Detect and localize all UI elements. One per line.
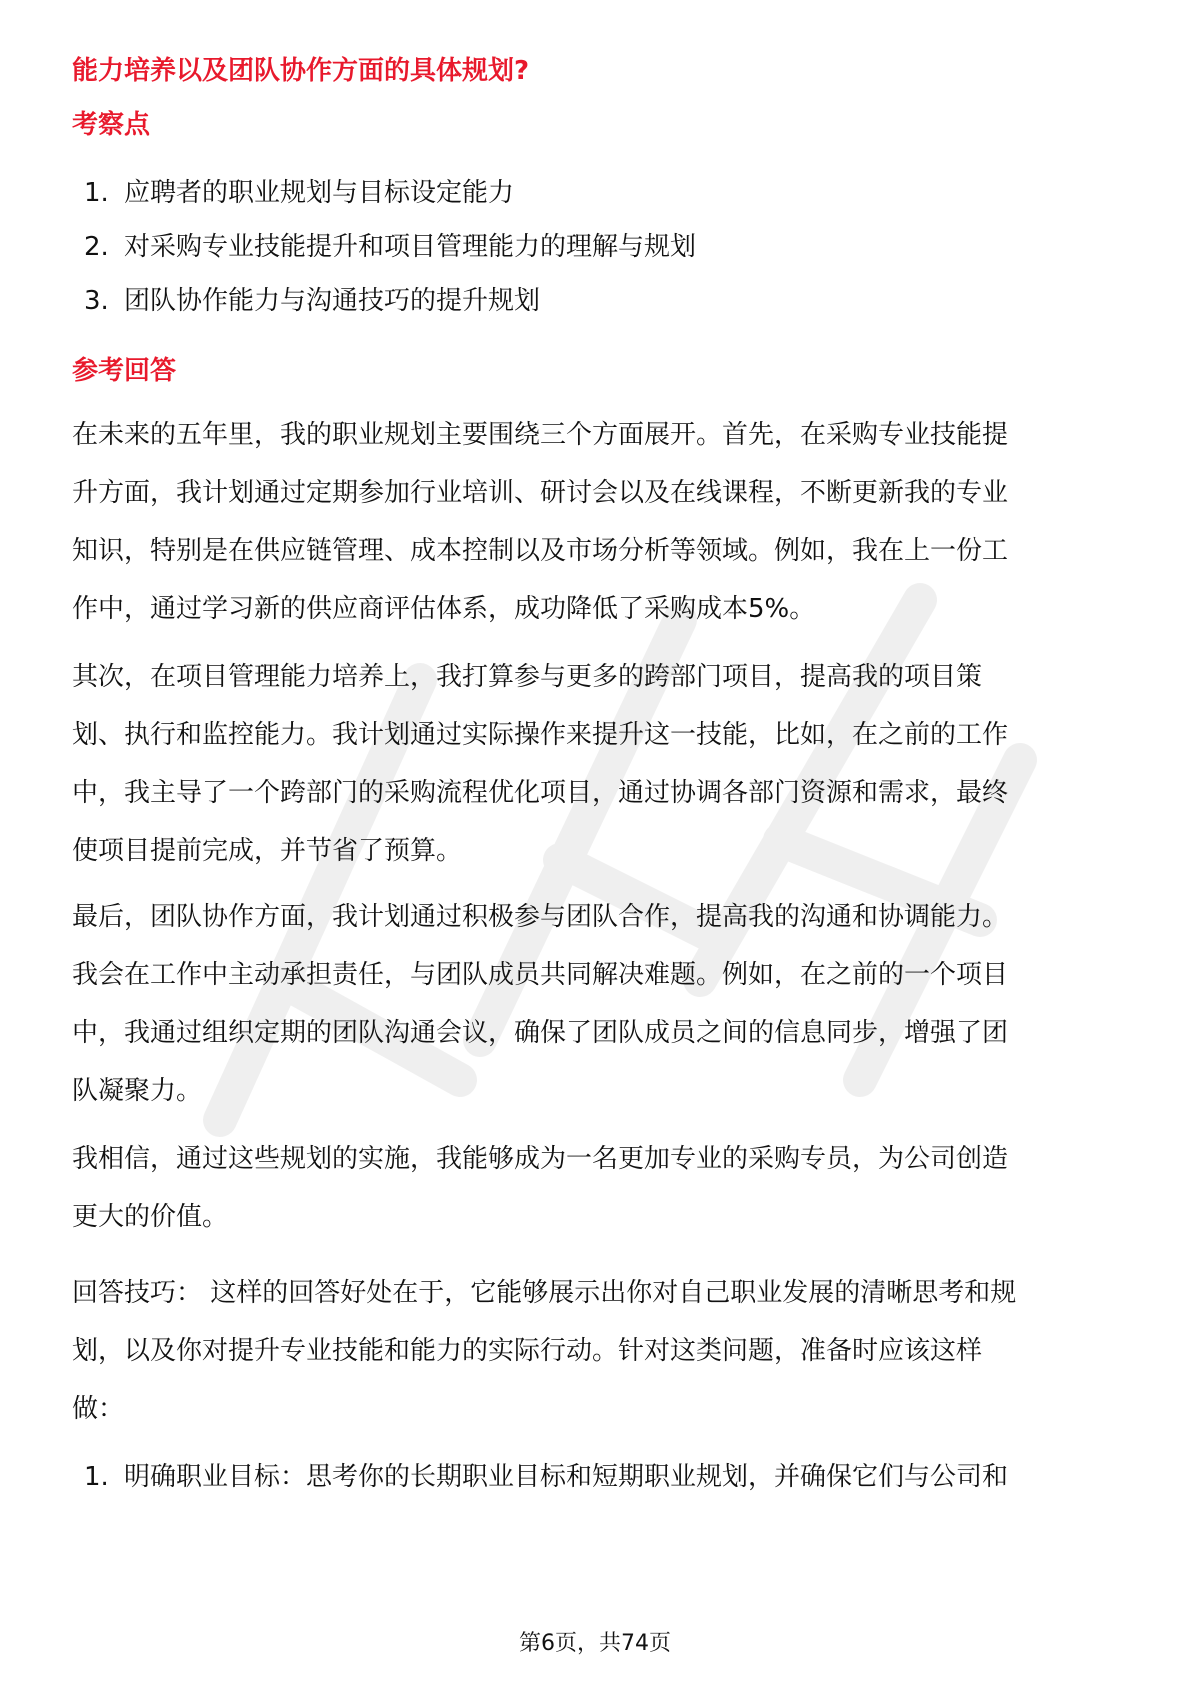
list-number: 2.: [84, 232, 109, 262]
answer-heading: 参考回答: [72, 356, 177, 386]
list-item: [84, 226, 696, 263]
answer-paragraph-1: [72, 406, 1132, 638]
text-line: 其次，在项目管理能力培养上，我打算参与更多的跨部门项目，提高我的项目策: [72, 662, 983, 692]
tips-paragraph: [72, 1264, 1132, 1438]
list-text: 团队协作能力与沟通技巧的提升规划: [124, 286, 541, 316]
list-number: 1.: [84, 178, 109, 208]
text-line: 我相信，通过这些规划的实施，我能够成为一名更加专业的采购专员，为公司创造: [72, 1144, 1009, 1174]
points-heading: 考察点: [72, 110, 151, 140]
text-line: 划、执行和监控能力。我计划通过实际操作来提升这一技能，比如，在之前的工作: [72, 720, 1009, 750]
answer-paragraph-2: [72, 648, 1132, 880]
answer-paragraph-3: [72, 888, 1132, 1120]
list-text: 明确职业目标：思考你的长期职业目标和短期职业规划，并确保它们与公司和: [124, 1462, 1009, 1492]
text-line: 使项目提前完成，并节省了预算。: [72, 836, 463, 866]
text-line: 最后，团队协作方面，我计划通过积极参与团队合作，提高我的沟通和协调能力。: [72, 902, 1009, 932]
list-item: [84, 172, 514, 209]
list-item: [84, 280, 540, 317]
text-line: 知识，特别是在供应链管理、成本控制以及市场分析等领域。例如，我在上一份工: [72, 536, 1009, 566]
text-line: 回答技巧： 这样的回答好处在于，它能够展示出你对自己职业发展的清晰思考和规: [72, 1278, 1017, 1308]
text-line: 划，以及你对提升专业技能和能力的实际行动。针对这类问题，准备时应该这样: [72, 1336, 983, 1366]
page-footer: 第6页，共74页: [519, 1631, 671, 1656]
text-line: 升方面，我计划通过定期参加行业培训、研讨会以及在线课程，不断更新我的专业: [72, 478, 1009, 508]
answer-paragraph-4: [72, 1130, 1132, 1246]
list-number: 1.: [84, 1462, 109, 1492]
text-line: 中，我主导了一个跨部门的采购流程优化项目，通过协调各部门资源和需求，最终: [72, 778, 1009, 808]
text-line: 作中，通过学习新的供应商评估体系，成功降低了采购成本5%。: [72, 594, 816, 624]
text-line: 在未来的五年里，我的职业规划主要围绕三个方面展开。首先，在采购专业技能提: [72, 420, 1009, 450]
list-number: 3.: [84, 286, 109, 316]
text-line: 更大的价值。: [72, 1202, 229, 1232]
text-line: 队凝聚力。: [72, 1076, 203, 1106]
text-line: 中，我通过组织定期的团队沟通会议，确保了团队成员之间的信息同步，增强了团: [72, 1018, 1009, 1048]
text-line: 我会在工作中主动承担责任，与团队成员共同解决难题。例如，在之前的一个项目: [72, 960, 1009, 990]
page-title: 能力培养以及团队协作方面的具体规划?: [72, 56, 530, 86]
list-text: 对采购专业技能提升和项目管理能力的理解与规划: [124, 232, 697, 262]
list-text: 应聘者的职业规划与目标设定能力: [124, 178, 515, 208]
tips-list-item: [84, 1456, 1008, 1493]
text-line: 做：: [72, 1394, 125, 1424]
